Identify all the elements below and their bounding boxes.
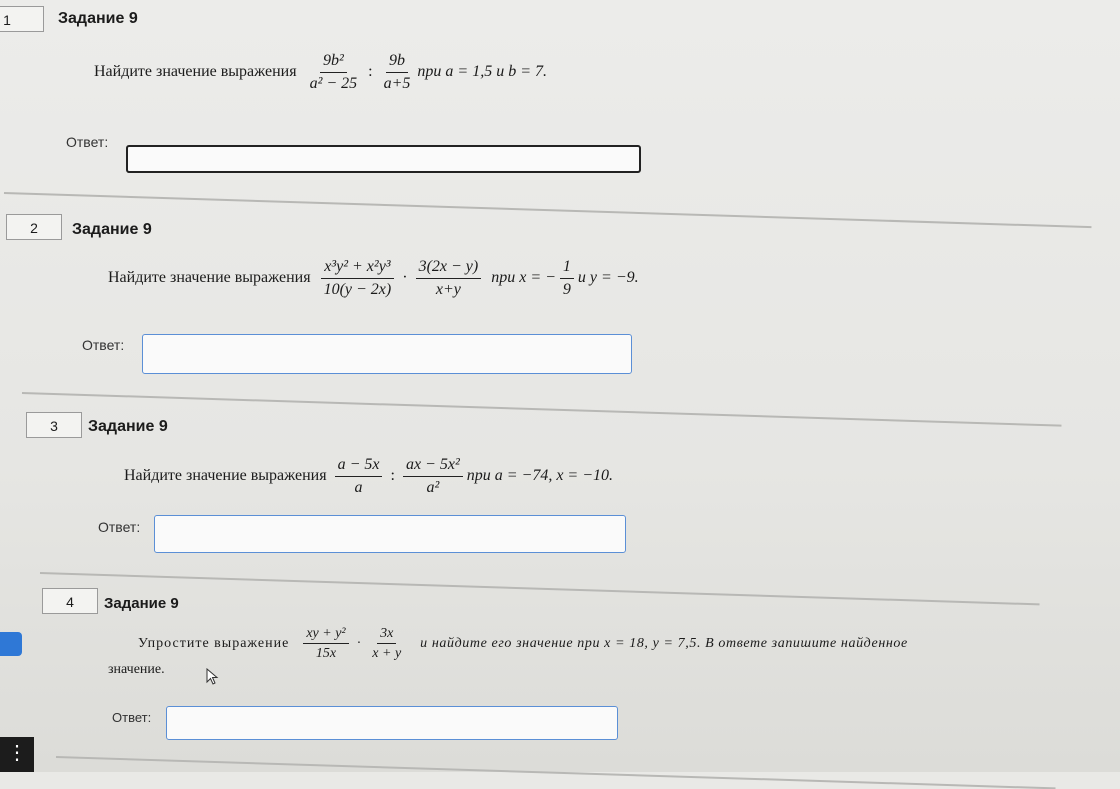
fraction-numerator: ax − 5x² (403, 456, 463, 477)
prompt-lead: Упростите выражение (138, 635, 290, 651)
task-title: Задание 9 (104, 595, 179, 612)
task-prompt (94, 52, 547, 92)
fraction-numerator: x³y² + x²y³ (321, 258, 393, 279)
fraction-denominator: 10(y − 2x) (323, 280, 392, 298)
fraction-denominator: x + y (372, 646, 402, 662)
answer-label: Ответ: (66, 134, 109, 150)
answer-label: Ответ: (112, 710, 152, 725)
prompt-condition: при x = − (491, 269, 556, 287)
fraction-numerator: 3x (377, 626, 396, 644)
fraction-numerator: 9b² (320, 52, 347, 73)
operator: · (402, 269, 408, 287)
task-title: Задание 9 (58, 10, 138, 27)
fraction (335, 456, 383, 496)
fraction (403, 456, 463, 496)
prompt-condition-continued: значение. (108, 662, 165, 677)
task-prompt (108, 258, 639, 298)
task-number-box: 2 (6, 214, 62, 240)
fraction (416, 258, 482, 298)
fraction-denominator: x+y (435, 280, 461, 298)
prompt-condition: при a = 1,5 и b = 7. (417, 63, 548, 81)
divider (40, 572, 1040, 605)
more-menu-icon[interactable]: ⋮ (0, 737, 34, 772)
side-tab-button[interactable] (0, 632, 22, 656)
fraction (560, 258, 574, 298)
prompt-condition: при a = −74, x = −10. (466, 467, 614, 485)
fraction-denominator: a (354, 478, 363, 496)
operator: : (390, 467, 395, 485)
operator: · (356, 635, 362, 651)
mouse-cursor-icon (206, 668, 220, 686)
answer-input[interactable] (126, 145, 641, 173)
fraction (381, 52, 414, 92)
answer-label: Ответ: (98, 519, 141, 535)
task-number-box: 1 (0, 6, 44, 32)
divider (56, 756, 1056, 789)
prompt-condition: и y = −9. (577, 269, 639, 287)
task-prompt (124, 456, 613, 496)
fraction-denominator: a² − 25 (309, 74, 358, 92)
prompt-lead: Найдите значение выражения (108, 269, 311, 287)
operator: : (368, 63, 373, 81)
task-title: Задание 9 (88, 418, 168, 435)
task-number-box: 4 (42, 588, 98, 614)
prompt-lead: Найдите значение выражения (94, 63, 297, 81)
answer-input[interactable] (154, 515, 626, 553)
fraction-numerator: 9b (386, 52, 408, 73)
fraction-numerator: a − 5x (335, 456, 383, 477)
fraction (369, 626, 404, 662)
fraction-denominator: a+5 (383, 74, 411, 92)
answer-input[interactable] (166, 706, 618, 740)
divider (22, 392, 1062, 427)
prompt-condition: и найдите его значение при x = 18, y = 7,5. В ответе запишите найденное (420, 635, 908, 651)
divider (4, 192, 1092, 228)
answer-input[interactable] (142, 334, 632, 374)
fraction (321, 258, 395, 298)
task-prompt (138, 626, 908, 662)
task-number-box: 3 (26, 412, 82, 438)
fraction-numerator: xy + y² (303, 626, 348, 644)
fraction-numerator: 1 (560, 258, 574, 279)
fraction-denominator: a² (426, 478, 440, 496)
fraction (303, 626, 348, 662)
fraction-denominator: 9 (562, 280, 571, 298)
task-title: Задание 9 (72, 221, 152, 238)
answer-label: Ответ: (82, 337, 125, 353)
fraction-numerator: 3(2x − y) (416, 258, 482, 279)
fraction-denominator: 15x (315, 646, 337, 662)
fraction (307, 52, 361, 92)
prompt-lead: Найдите значение выражения (124, 467, 327, 485)
